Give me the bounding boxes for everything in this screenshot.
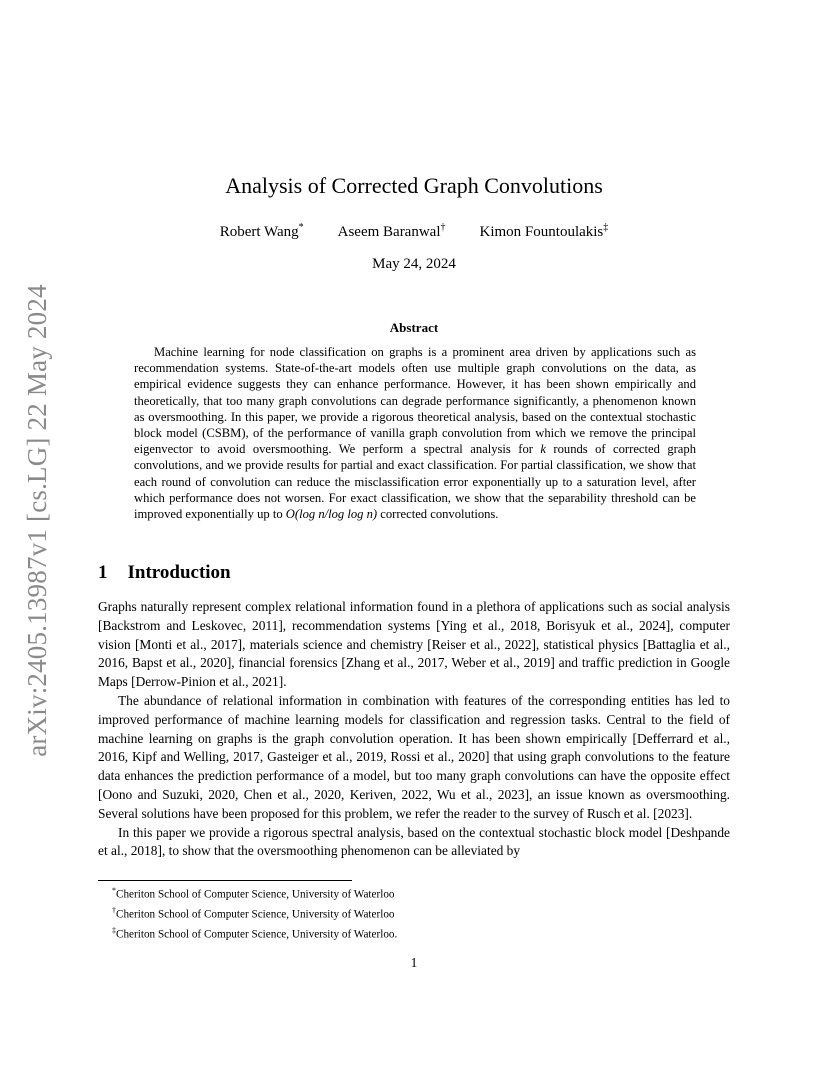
introduction-body <box>98 598 730 861</box>
paper-title: Analysis of Corrected Graph Convolutions <box>225 173 603 198</box>
footnotes <box>112 883 397 944</box>
paragraph: Graphs naturally represent complex relational information found in a plethora of applications such as social analysis [Backstrom and Leskovec, 2011], recommendation systems [Ying et al., 2018, Borisyuk et al., 2024], computer vision [Monti et al., 2017], materials science and chemistry [Reiser et al., 2022], statistical physics [Battaglia et al., 2016, Bapst et al., 2020], financial forensics [Zhang et al., 2017, Weber et al., 2019] and traffic prediction in Google Maps [Derrow-Pinion et al., 2021]. <box>98 599 730 690</box>
footnote: ‡Cheriton School of Computer Science, University of Waterloo. <box>112 926 398 942</box>
author: Kimon Fountoulakis‡ <box>479 222 609 240</box>
author-footnote-mark: † <box>440 222 446 233</box>
abstract-text: Machine learning for node classification on graphs is a prominent area driven by applications such as recommendation systems. State-of-the-art models often use multiple graph convolutions on the data, as empirical evidence suggests they can enhance performance. However, it has been shown empirically and theoretically, that too many graph convolutions can degrade performance significantly, a phenomenon known as oversmoothing. In this paper, we provide a rigorous theoretical analysis, based on the contextual stochastic block model (CSBM), of the performance of vanilla graph convolution from which we remove the principal eigenvector to avoid oversmoothing. We perform a spectral analysis for k rounds of corrected graph convolutions, and we provide results for partial and exact classification. For partial classification, we show that each round of convolution can reduce the misclassification error exponentially up to a saturation level, after which performance does not worsen. For exact classification, we show that the separability threshold can be improved exponentially up to O(log n/log log n) corrected convolutions. <box>134 345 696 522</box>
paper-date: May 24, 2024 <box>372 256 456 272</box>
math-k: k <box>540 442 546 457</box>
footnote: †Cheriton School of Computer Science, University of Waterloo <box>112 906 395 921</box>
math-big-o: O(log n/log log n) <box>285 507 378 522</box>
section-title: Introduction <box>127 562 231 583</box>
paragraph: The abundance of relational information in combination with features of the corresponding entities has led to improved performance of machine learning models for classification and regression tasks. Central to the field of machine learning on graphs is the graph convolution operation. It has been shown empirically [Defferrard et al., 2016, Kipf and Welling, 2017, Gasteiger et al., 2019, Rossi et al., 2020] that using graph convolutions to the feature data enhances the prediction performance of a model, but too many graph convolutions can have the opposite effect [Oono and Suzuki, 2020, Chen et al., 2020, Keriven, 2022, Wu et al., 2023], an issue known as oversmoothing. Several solutions have been proposed for this problem, we refer the reader to the survey of Rusch et al. [2023]. <box>98 692 730 821</box>
abstract-heading: Abstract <box>389 320 439 335</box>
paragraph: In this paper we provide a rigorous spectral analysis, based on the contextual stochastic block model [Deshpande et al., 2018], to show that the oversmoothing phenomenon can be alleviated by <box>98 824 730 859</box>
footnote-divider <box>98 880 352 881</box>
author-footnote-mark: * <box>298 222 304 233</box>
author: Aseem Baranwal† <box>337 222 446 240</box>
section-number: 1 <box>98 562 108 583</box>
page-number: 1 <box>410 955 418 970</box>
footnote: *Cheriton School of Computer Science, University of Waterloo <box>112 886 395 901</box>
arxiv-sidebar-stamp <box>22 280 52 760</box>
arxiv-id: arXiv:2405.13987v1 [cs.LG] 22 May 2024 <box>21 283 52 757</box>
author-footnote-mark: ‡ <box>603 222 609 233</box>
author: Robert Wang* <box>219 222 304 240</box>
section-heading <box>98 562 231 584</box>
author-list <box>0 222 828 241</box>
